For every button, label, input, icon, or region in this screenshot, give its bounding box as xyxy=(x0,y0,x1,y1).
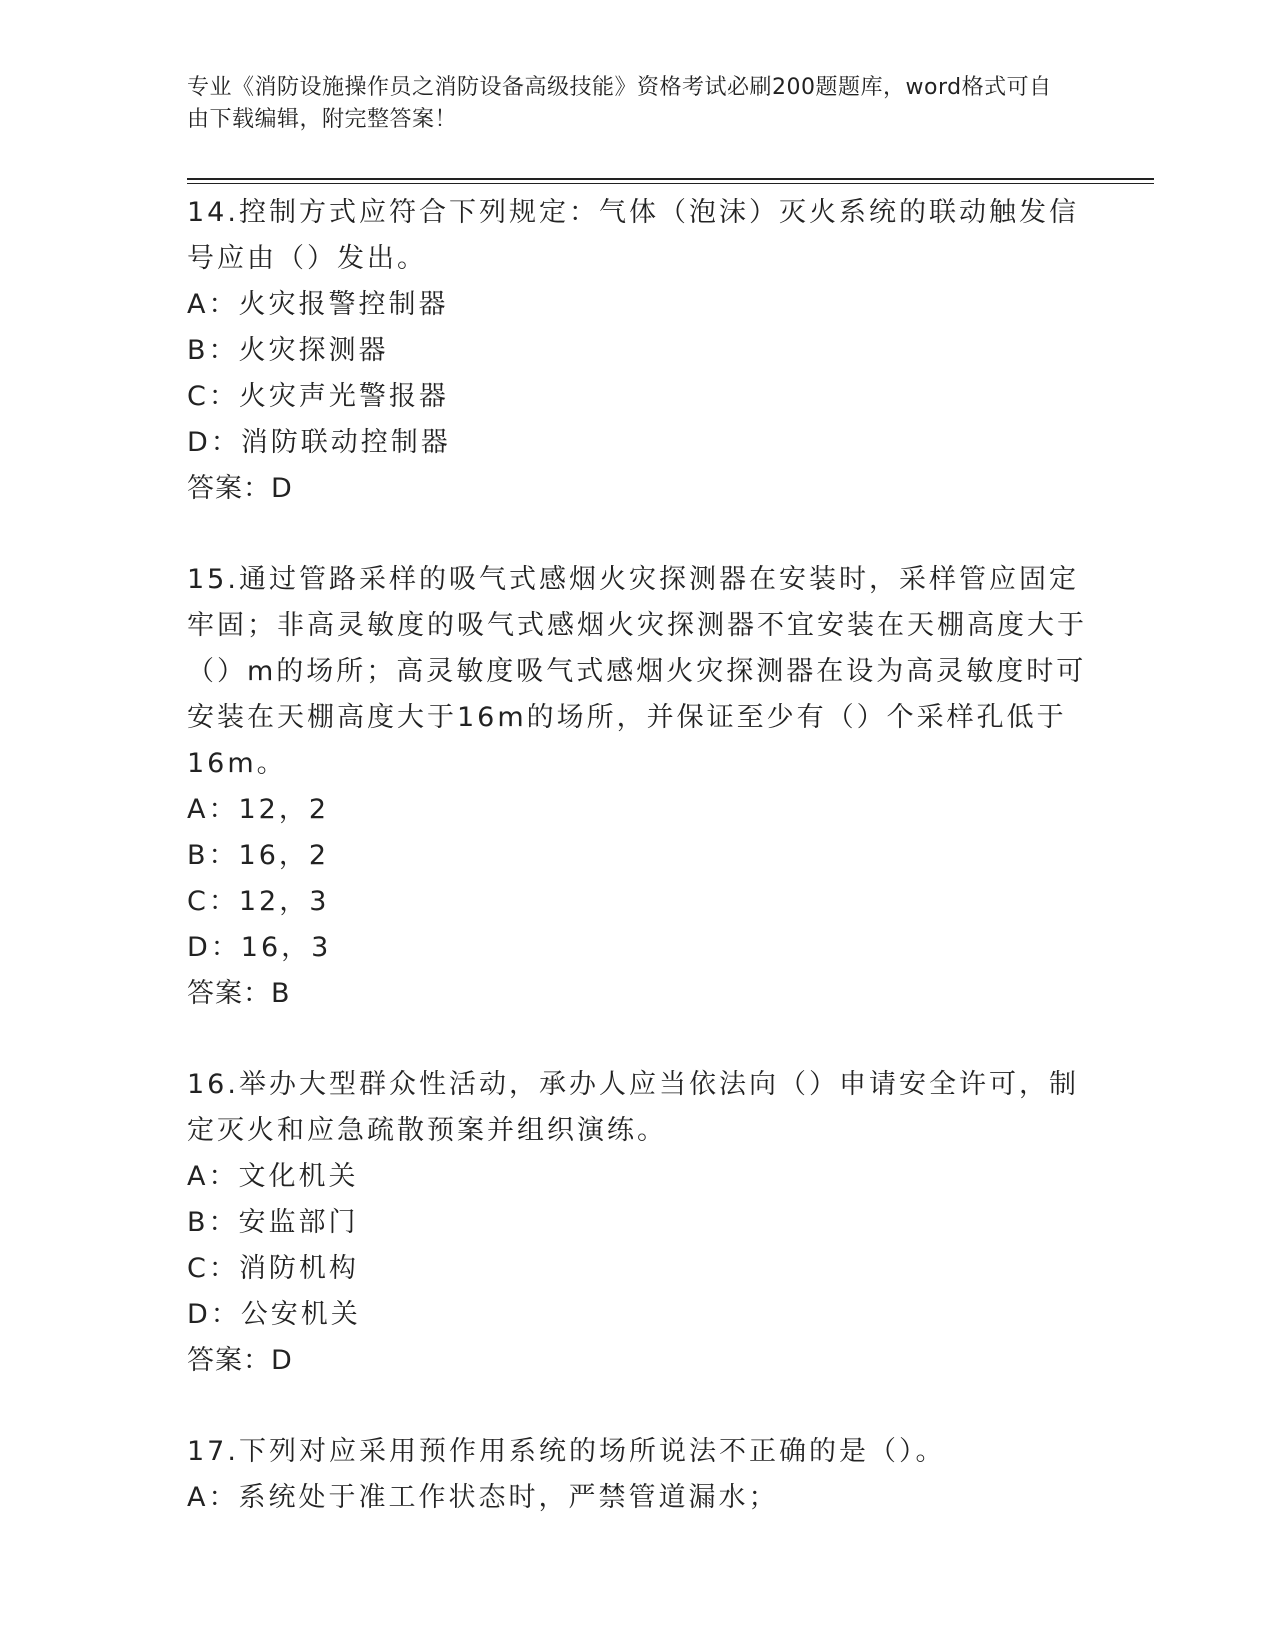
option-a: A：火灾报警控制器 xyxy=(187,289,449,320)
option-c: C：火灾声光警报器 xyxy=(187,381,449,412)
question-text: 16.举办大型群众性活动，承办人应当依法向（）申请安全许可，制定灭火和应急疏散预案并组织演练。 xyxy=(187,1069,1079,1146)
header-divider-thick xyxy=(187,178,1154,180)
question-15 xyxy=(187,557,1087,1017)
answer: 答案：D xyxy=(187,473,293,504)
option-b: B：安监部门 xyxy=(187,1207,359,1238)
option-d: D：16，3 xyxy=(187,932,332,963)
option-c: C：消防机构 xyxy=(187,1253,359,1284)
header-divider-thin xyxy=(187,183,1154,184)
option-a: A：文化机关 xyxy=(187,1161,359,1192)
option-b: B：16，2 xyxy=(187,840,330,871)
option-d: D：公安机关 xyxy=(187,1299,361,1330)
option-c: C：12，3 xyxy=(187,886,330,917)
option-b: B：火灾探测器 xyxy=(187,335,389,366)
option-a: A：12，2 xyxy=(187,794,330,825)
question-text: 15.通过管路采样的吸气式感烟火灾探测器在安装时，采样管应固定牢固；非高灵敏度的吸气式感烟火灾探测器不宜安装在天棚高度大于（）m的场所；高灵敏度吸气式感烟火灾探测器在设为高灵敏度时可安装在天棚高度大于16m的场所，并保证至少有（）个采样孔低于16m。 xyxy=(187,564,1087,779)
question-17 xyxy=(187,1429,1087,1521)
option-a: A：系统处于准工作状态时，严禁管道漏水； xyxy=(187,1482,779,1513)
answer: 答案：B xyxy=(187,978,291,1009)
document-header: 专业《消防设施操作员之消防设备高级技能》资格考试必刷200题题库，word格式可自由下载编辑，附完整答案！ xyxy=(187,75,1052,132)
question-list xyxy=(187,190,1087,1566)
question-16 xyxy=(187,1062,1087,1384)
answer: 答案：D xyxy=(187,1345,293,1376)
question-14 xyxy=(187,190,1087,512)
option-d: D：消防联动控制器 xyxy=(187,427,451,458)
question-text: 17.下列对应采用预作用系统的场所说法不正确的是（）。 xyxy=(187,1436,946,1467)
question-text: 14.控制方式应符合下列规定：气体（泡沫）灭火系统的联动触发信号应由（）发出。 xyxy=(187,197,1079,274)
